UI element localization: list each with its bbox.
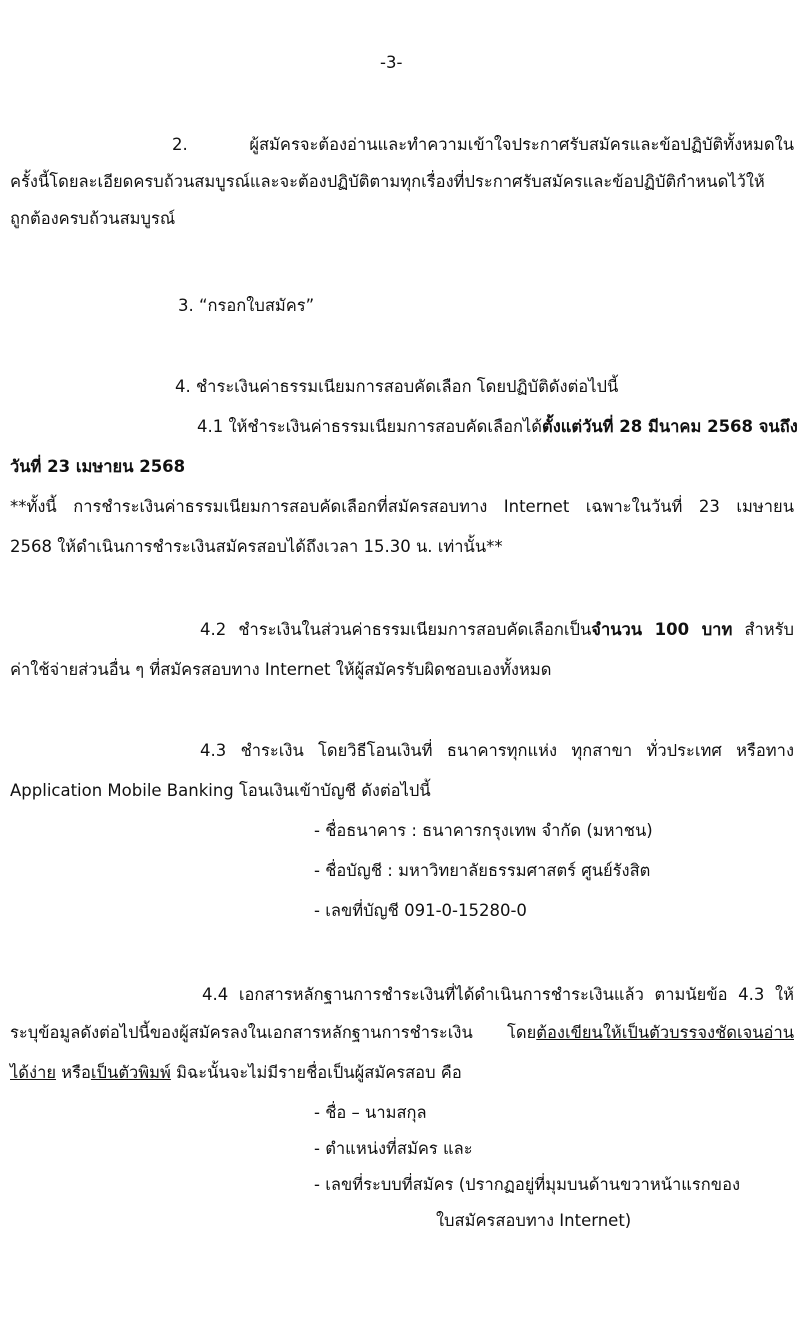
section2-line2: ครั้งนี้โดยละเอียดครบถ้วนสมบูรณ์และจะต้องปฏิบัติตามทุกเรื่องที่ประกาศรับสมัครและข้อปฏิบัติกำหนดไว้ให้ xyxy=(10,172,765,191)
item44-or: หรือ xyxy=(56,1063,91,1082)
item44-easy-read: ได้ง่าย xyxy=(10,1063,57,1082)
account-number: - เลขที่บัญชี 091-0-15280-0 xyxy=(314,901,527,920)
section2-line1: 2. ผู้สมัครจะต้องอ่านและทำความเข้าใจประกาศรับสมัครและข้อปฏิบัติทั้งหมดใน xyxy=(172,135,794,154)
section4-heading: 4. ชำระเงินค่าธรรมเนียมการสอบคัดเลือก โดยปฏิบัติดังต่อไปนี้ xyxy=(175,377,619,396)
item44-line3-tail: มิฉะนั้นจะไม่มีรายชื่อเป็นผู้สมัครสอบ คือ xyxy=(170,1063,462,1082)
item41-start-date: ตั้งแต่วันที่ 28 มีนาคม 2568 จนถึง xyxy=(542,417,798,436)
item43-line2: Application Mobile Banking โอนเงินเข้าบัญชี ดังต่อไปนี้ xyxy=(10,781,431,800)
bullet-name: - ชื่อ – นามสกุล xyxy=(314,1103,427,1122)
item42-fee: จำนวน 100 บาท xyxy=(591,620,733,639)
item41-note-line1: **ทั้งนี้ การชำระเงินค่าธรรมเนียมการสอบคัดเลือกที่สมัครสอบทาง Internet เฉพาะในวันที่ 23 เมษายน xyxy=(10,497,794,516)
item41-note-line2: 2568 ให้ดำเนินการชำระเงินสมัครสอบได้ถึงเวลา 15.30 น. เท่านั้น** xyxy=(10,537,503,556)
item42-line1 xyxy=(200,619,794,641)
page-number: -3- xyxy=(380,53,403,72)
bank-name: - ชื่อธนาคาร : ธนาคารกรุงเทพ จำกัด (มหาชน) xyxy=(314,821,653,840)
account-name: - ชื่อบัญชี : มหาวิทยาลัยธรรมศาสตร์ ศูนย์รังสิต xyxy=(314,861,651,880)
item43-line1: 4.3 ชำระเงิน โดยวิธีโอนเงินที่ ธนาคารทุกแห่ง ทุกสาขา ทั่วประเทศ หรือทาง xyxy=(200,741,794,760)
item44-line2-text: ระบุข้อมูลดังต่อไปนี้ของผู้สมัครลงในเอกสารหลักฐานการชำระเงิน โดย xyxy=(10,1023,537,1042)
item44-printed: เป็นตัวพิมพ์ xyxy=(90,1063,171,1082)
item44-line1: 4.4 เอกสารหลักฐานการชำระเงินที่ได้ดำเนินการชำระเงินแล้ว ตามนัยข้อ 4.3 ให้ xyxy=(202,985,794,1004)
item42-line1-tail: สำหรับ xyxy=(732,620,794,639)
item42-line2: ค่าใช้จ่ายส่วนอื่น ๆ ที่สมัครสอบทาง Internet ให้ผู้สมัครรับผิดชอบเองทั้งหมด xyxy=(10,660,552,679)
section3-text: 3. “กรอกใบสมัคร” xyxy=(178,296,315,315)
bullet-position: - ตำแหน่งที่สมัคร และ xyxy=(314,1139,473,1158)
item41-line1 xyxy=(197,416,798,438)
item44-handwriting-note: ต้องเขียนให้เป็นตัวบรรจงชัดเจนอ่าน xyxy=(536,1023,794,1042)
item41-end-date: วันที่ 23 เมษายน 2568 xyxy=(10,457,186,476)
bullet-system-number: - เลขที่ระบบที่สมัคร (ปรากฏอยู่ที่มุมบนด้านขวาหน้าแรกของ xyxy=(314,1175,741,1194)
item44-line3 xyxy=(10,1062,462,1084)
section2-line3: ถูกต้องครบถ้วนสมบูรณ์ xyxy=(10,209,176,228)
item44-line2 xyxy=(10,1022,794,1044)
item42-line1-text: 4.2 ชำระเงินในส่วนค่าธรรมเนียมการสอบคัดเลือกเป็น xyxy=(200,620,592,639)
item41-line1-text: 4.1 ให้ชำระเงินค่าธรรมเนียมการสอบคัดเลือกได้ xyxy=(197,417,543,436)
bullet-system-number-cont: ใบสมัครสอบทาง Internet) xyxy=(436,1211,632,1230)
